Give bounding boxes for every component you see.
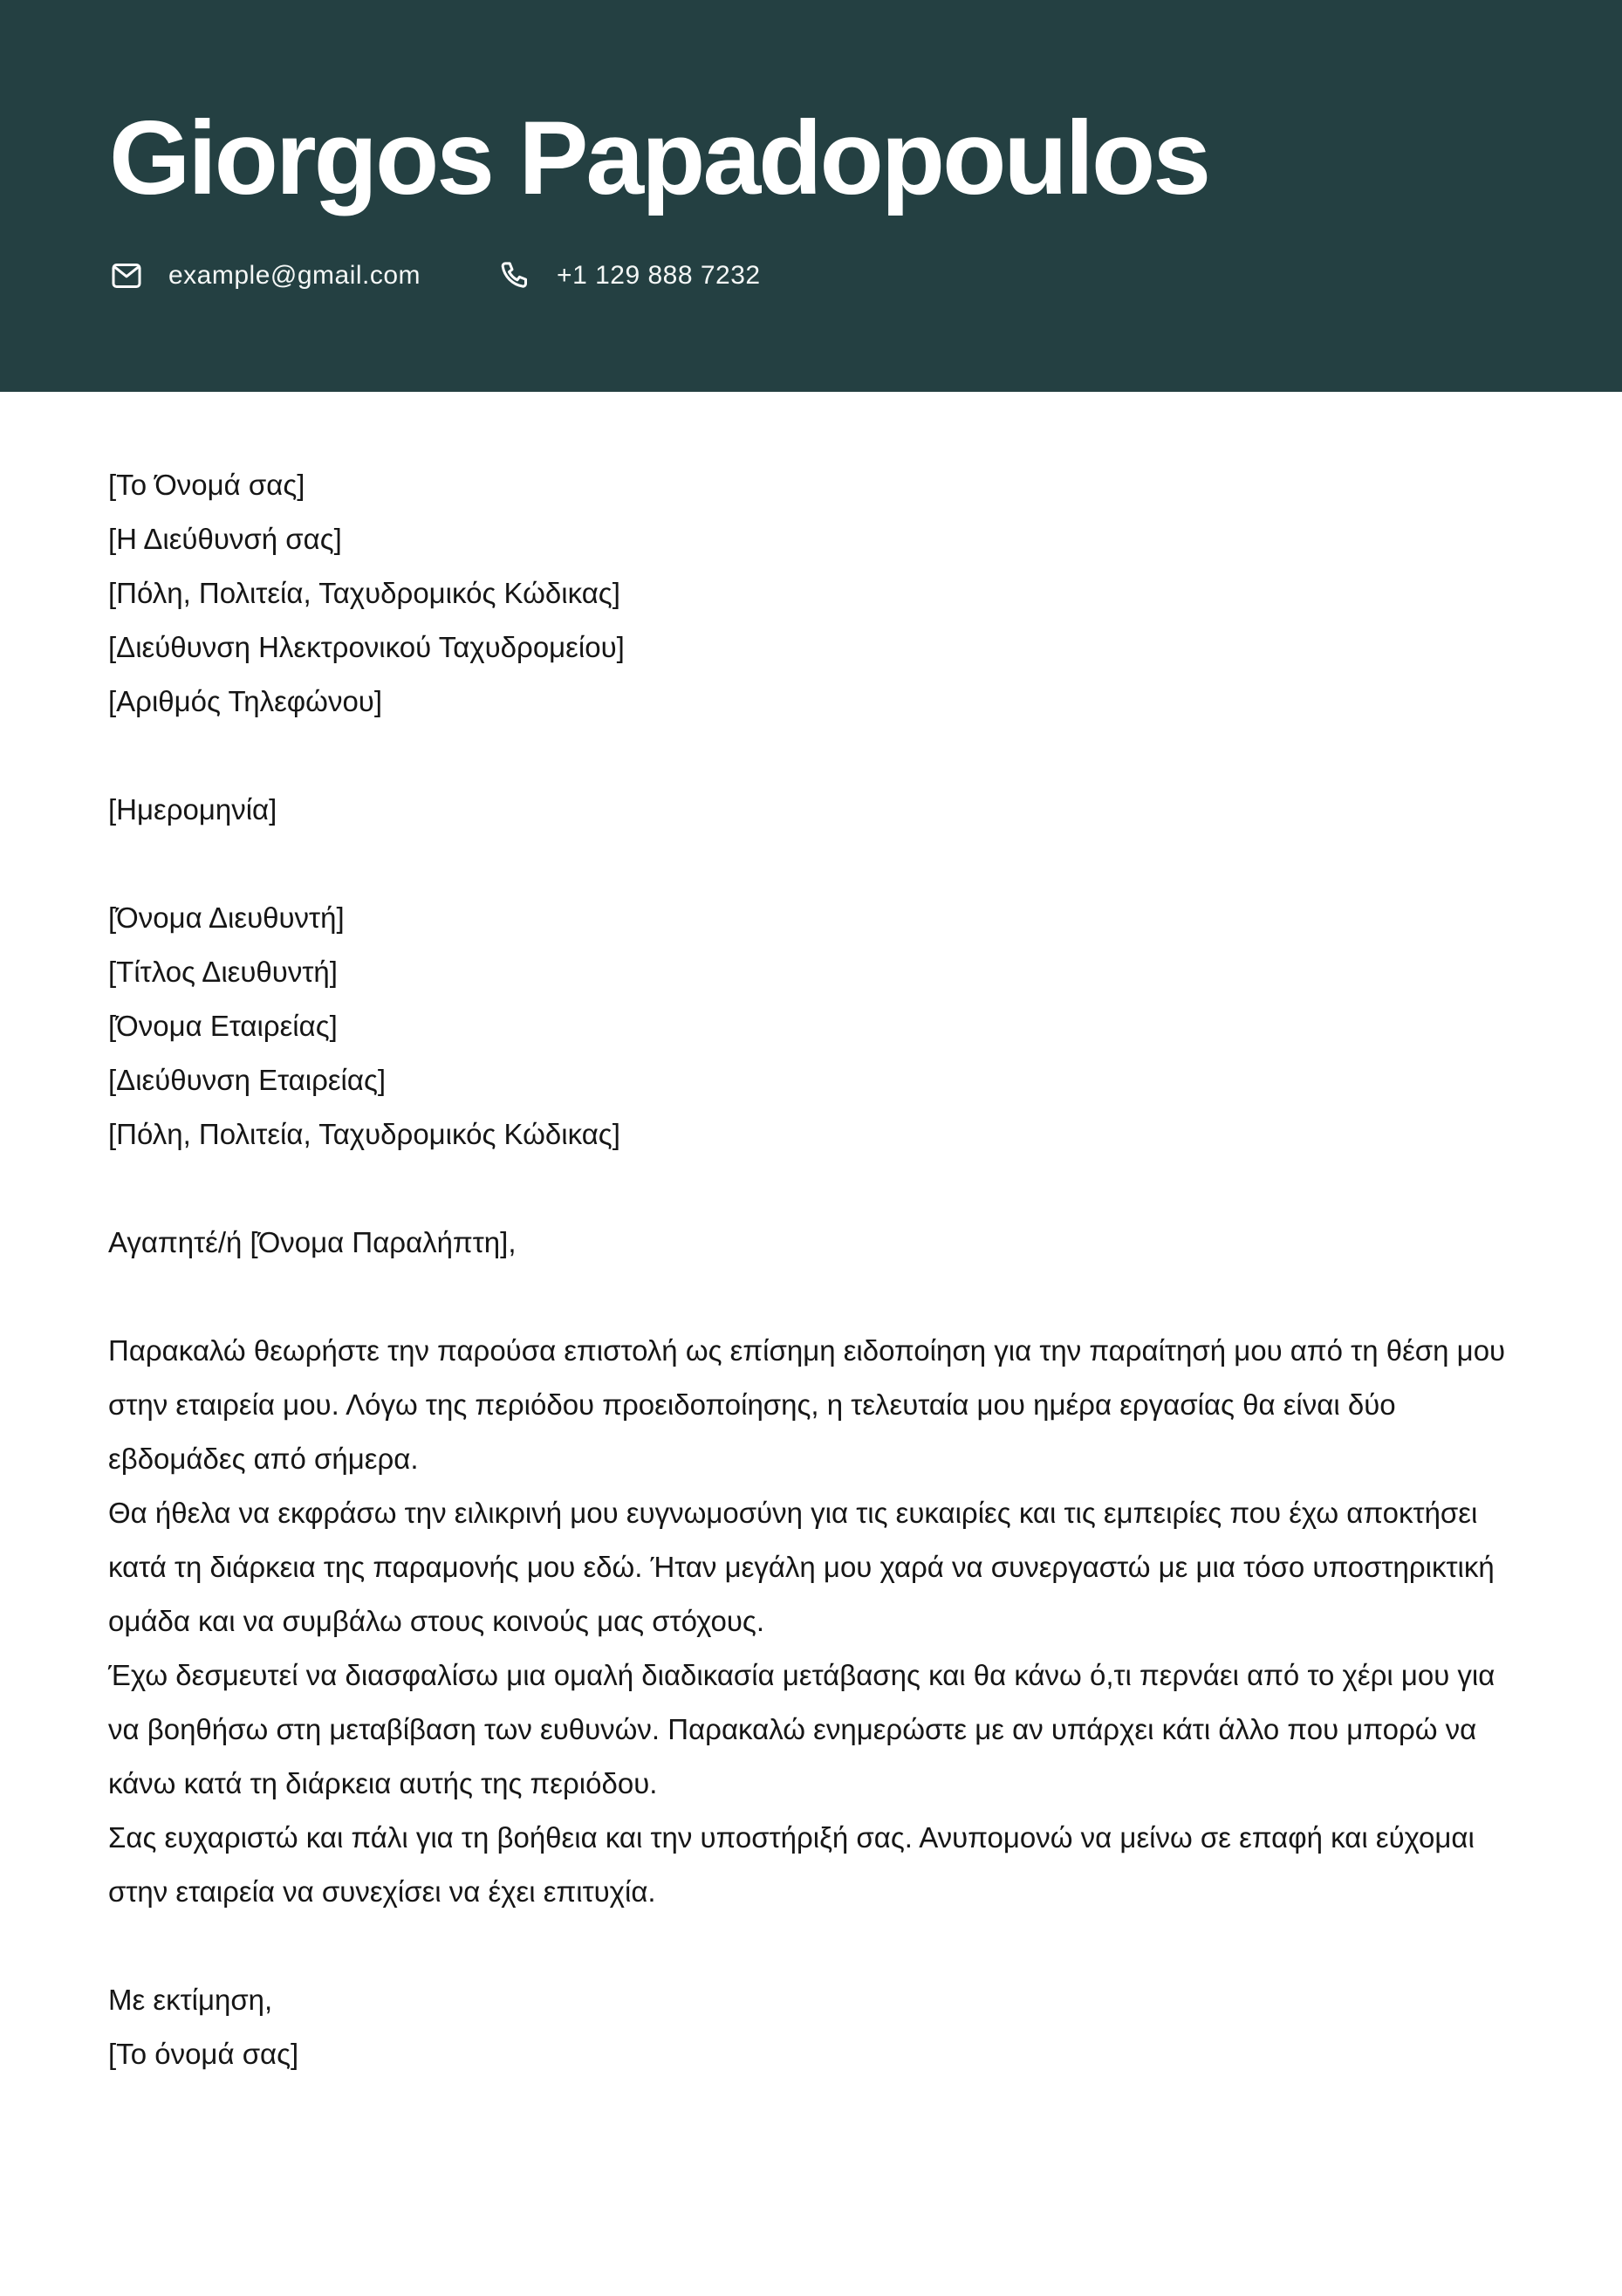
phone-icon — [497, 258, 532, 293]
email-icon — [109, 258, 144, 293]
header — [0, 0, 1622, 392]
date-block — [108, 783, 1514, 837]
body-paragraph: Παρακαλώ θεωρήστε την παρούσα επιστολή ως επίσημη ειδοποίηση για την παραίτησή μου από τη θέση μου στην εταιρεία μου. Λόγω της περιόδου προειδοποίησης, η τελευταία μου ημέρα εργασίας θα είναι δύο εβδομάδες από σήμερα. — [108, 1334, 1506, 1475]
body-paragraph: Σας ευχαριστώ και πάλι για τη βοήθεια και την υποστήριξή σας. Ανυπομονώ να μείνω σε επαφή και εύχομαι στην εταιρεία να συνεχίσει να έχει επιτυχία. — [108, 1821, 1475, 1908]
phone-text: +1 129 888 7232 — [557, 261, 761, 290]
recipient-line: [Διεύθυνση Εταιρείας] — [108, 1064, 387, 1096]
recipient-line: [Τίτλος Διευθυντή] — [108, 956, 338, 988]
sender-address-block — [108, 458, 1514, 729]
recipient-address-block — [108, 891, 1514, 1162]
recipient-line: [Όνομα Διευθυντή] — [108, 901, 345, 934]
body-paragraphs — [108, 1324, 1514, 1919]
email-text: example@gmail.com — [168, 261, 421, 290]
recipient-line: [Πόλη, Πολιτεία, Ταχυδρομικός Κώδικας] — [108, 1118, 620, 1150]
greeting-line: Αγαπητέ/ή [Όνομα Παραλήπτη], — [108, 1226, 517, 1258]
recipient-line: [Όνομα Εταιρείας] — [108, 1010, 338, 1042]
closing-block — [108, 1973, 1514, 2081]
page-title: Giorgos Papadopoulos — [109, 99, 1209, 216]
date-line: [Ημερομηνία] — [108, 793, 277, 826]
closing-line: Με εκτίμηση, — [108, 1984, 273, 2016]
greeting-block — [108, 1216, 1514, 1270]
sender-line: [Αριθμός Τηλεφώνου] — [108, 685, 383, 717]
signature-line: [Το όνομά σας] — [108, 2038, 299, 2070]
sender-line: [Η Διεύθυνσή σας] — [108, 523, 342, 555]
sender-line: [Πόλη, Πολιτεία, Ταχυδρομικός Κώδικας] — [108, 577, 620, 609]
contact-email — [109, 258, 421, 293]
letter-body — [0, 392, 1622, 2081]
sender-line: [Το Όνομά σας] — [108, 469, 305, 501]
contact-phone — [497, 258, 761, 293]
body-paragraph: Έχω δεσμευτεί να διασφαλίσω μια ομαλή διαδικασία μετάβασης και θα κάνω ό,τι περνάει από το χέρι μου για να βοηθήσω στη μεταβίβαση των ευθυνών. Παρακαλώ ενημερώστε με αν υπάρχει κάτι άλλο που μπορώ να κάνω κατά τη διάρκεια αυτής της περιόδου. — [108, 1659, 1495, 1799]
body-paragraph: Θα ήθελα να εκφράσω την ειλικρινή μου ευγνωμοσύνη για τις ευκαιρίες και τις εμπειρίες που έχω αποκτήσει κατά τη διάρκεια της παραμονής μου εδώ. Ήταν μεγάλη μου χαρά να συνεργαστώ με μια τόσο υποστηρικτική ομάδα και να συμβάλω στους κοινούς μας στόχους. — [108, 1497, 1495, 1637]
contact-row — [109, 258, 1513, 293]
sender-line: [Διεύθυνση Ηλεκτρονικού Ταχυδρομείου] — [108, 631, 625, 663]
